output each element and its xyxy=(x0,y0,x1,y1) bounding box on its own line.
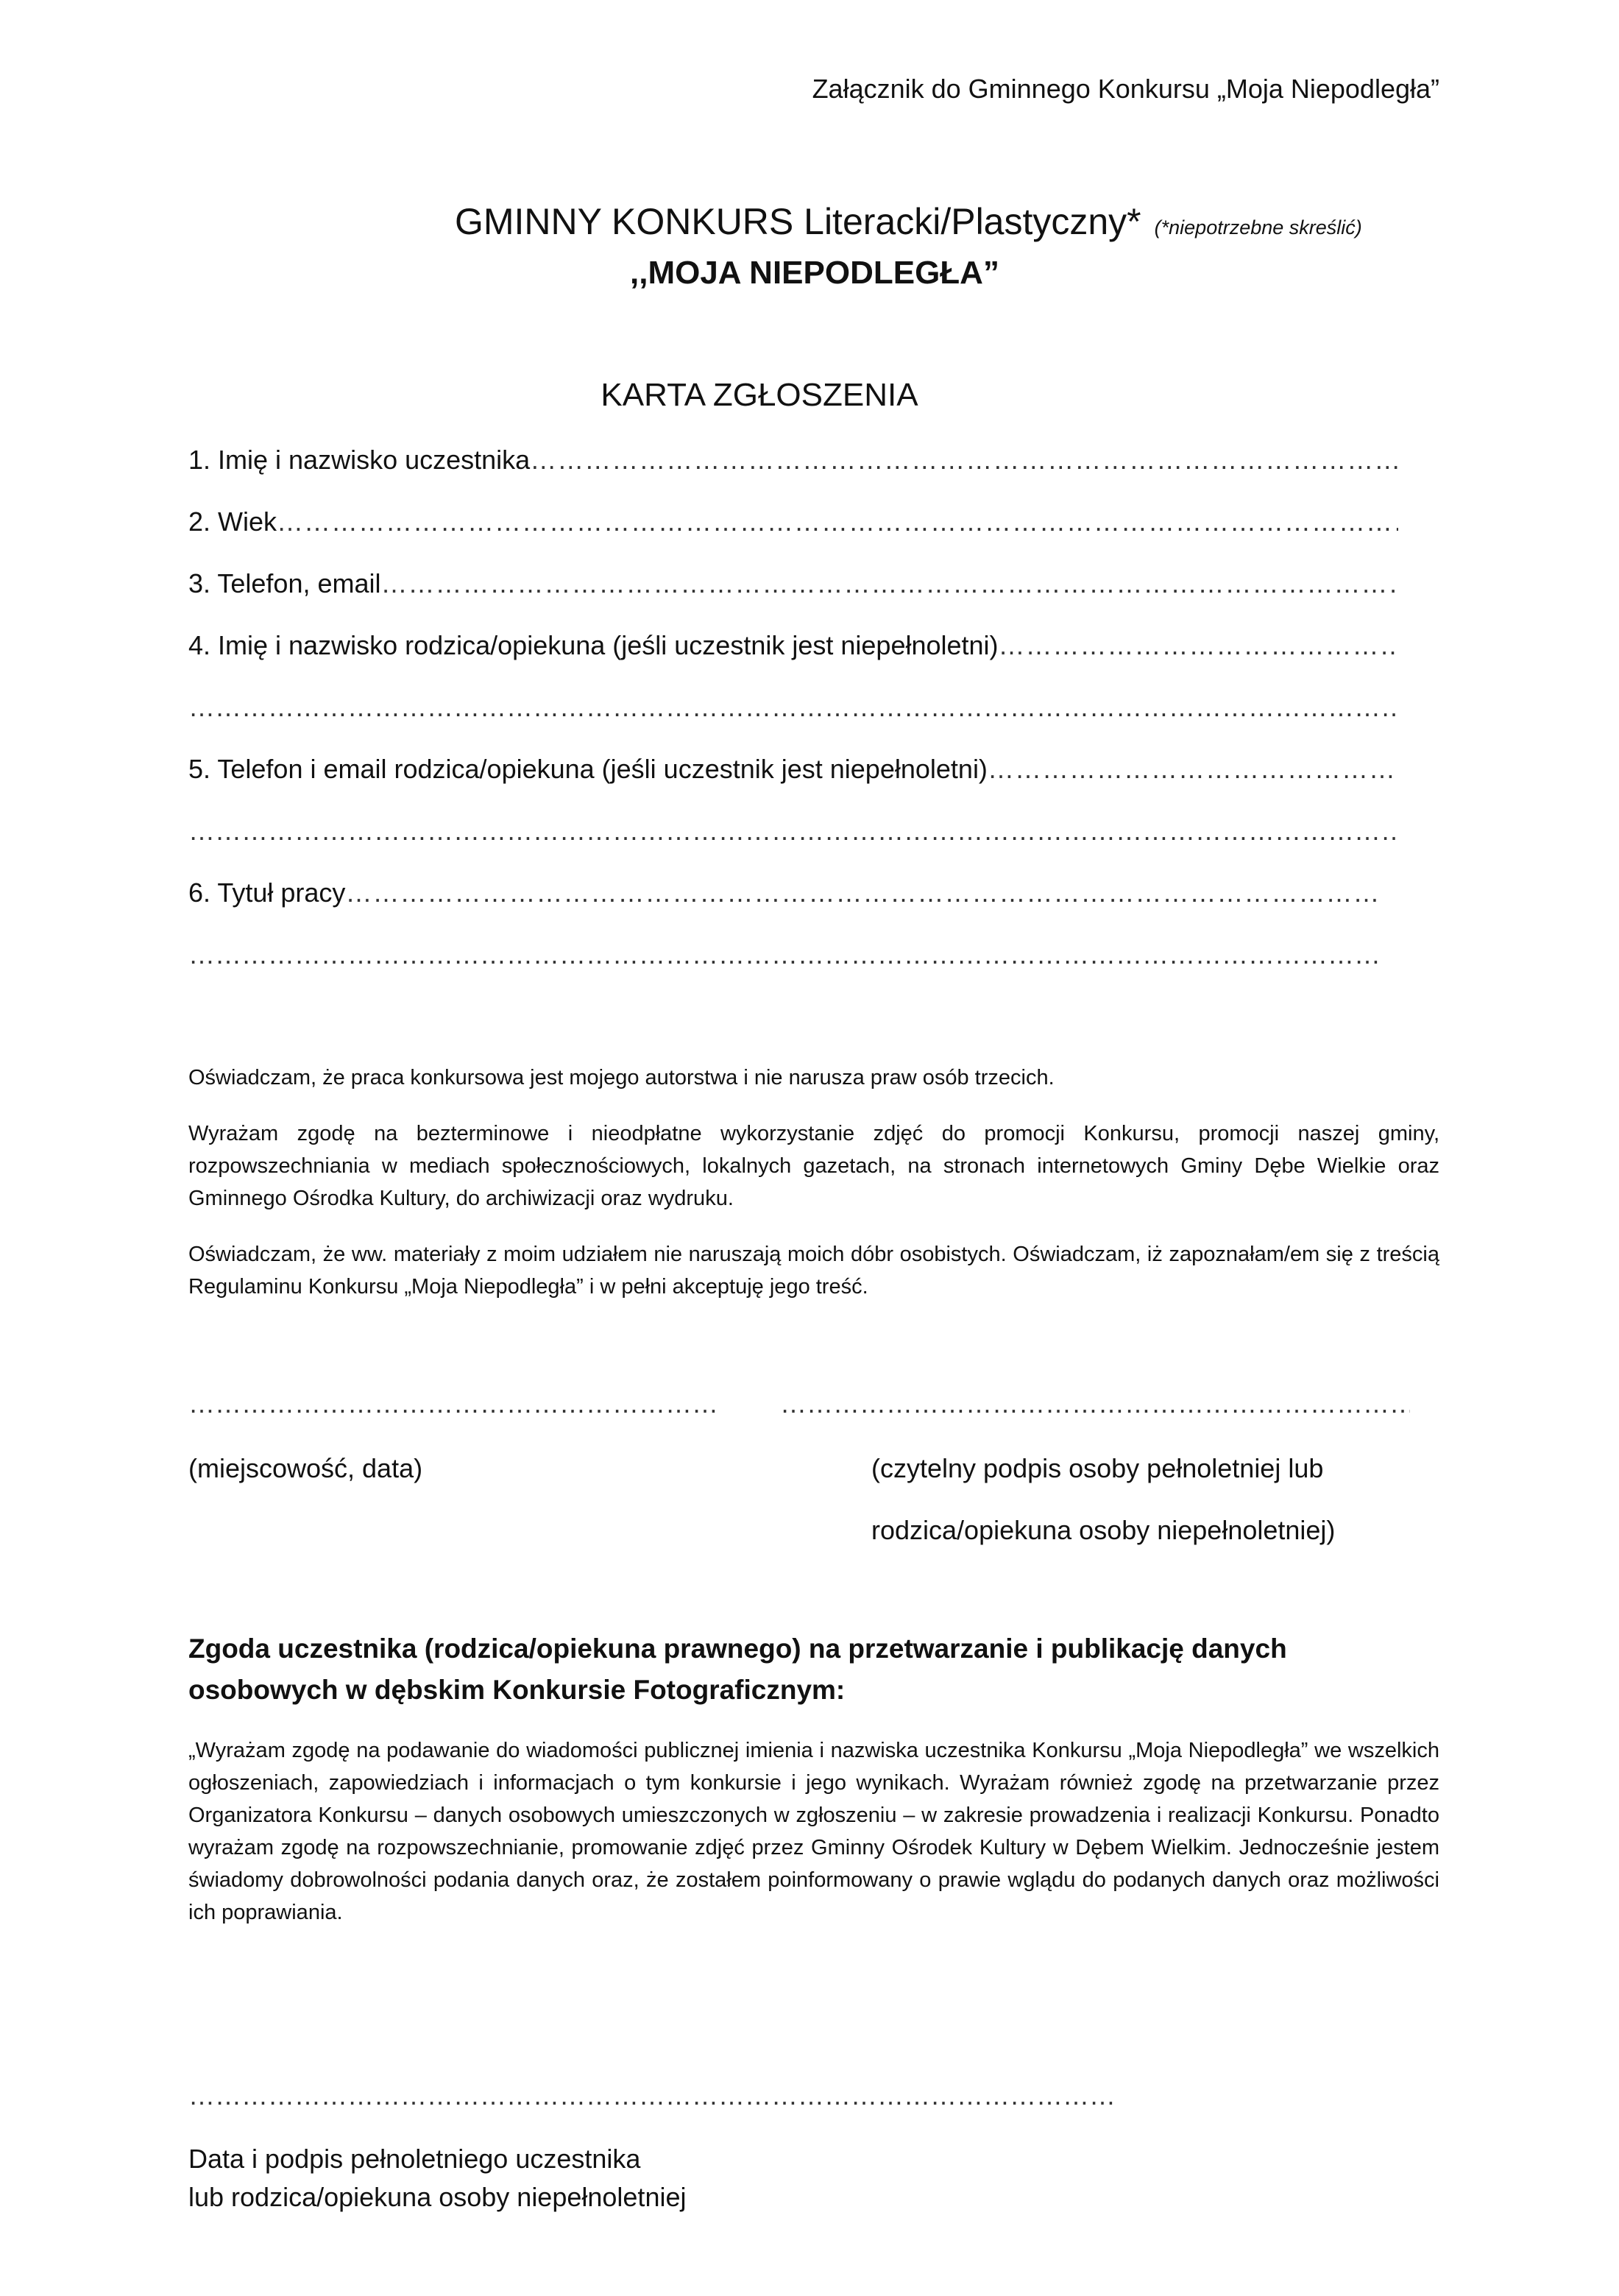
final-signature-label: Data i podpis pełnoletniego uczestnika xyxy=(188,2144,641,2174)
fill-line-guardian-name-continued[interactable] xyxy=(188,692,1398,723)
signature-line[interactable] xyxy=(780,1388,1410,1419)
field-label: 1. Imię i nazwisko uczestnika xyxy=(188,445,531,475)
field-label: 3. Telefon, email xyxy=(188,568,381,598)
field-age[interactable] xyxy=(188,506,1398,537)
fill-line-guardian-contact-continued[interactable] xyxy=(188,816,1398,847)
competition-title xyxy=(455,200,1362,243)
field-guardian-contact[interactable] xyxy=(188,754,1398,785)
fill-line[interactable] xyxy=(345,877,1381,908)
final-signature-line[interactable] xyxy=(188,2080,1119,2111)
field-phone-email[interactable] xyxy=(188,568,1398,599)
place-date-label: (miejscowość, data) xyxy=(188,1453,423,1483)
fill-line[interactable] xyxy=(999,630,1398,661)
fill-line-work-title-continued[interactable] xyxy=(188,939,1381,970)
annex-label: Załącznik do Gminnego Konkursu „Moja Niepodległa” xyxy=(812,74,1439,104)
consent-heading: Zgoda uczestnika (rodzica/opiekuna prawnego) na przetwarzanie i publikację danych osobowych w dębskim Konkursie Fotograficznym: xyxy=(188,1633,1287,1705)
competition-subtitle: ,,MOJA NIEPODLEGŁA” xyxy=(630,255,999,291)
declaration-photo-consent: Wyrażam zgodę na bezterminowe i nieodpłatne wykorzystanie zdjęć do promocji Konkursu, promocji naszej gminy, rozpowszechniania w mediach społecznościowych, lokalnych gazetach, na stronach internetowych Gminy Dębe Wielkie oraz Gminnego Ośrodka Kultury, do archiwizacji oraz wydruku. xyxy=(188,1122,1439,1210)
title-footnote: (*niepotrzebne skreślić) xyxy=(1154,216,1362,239)
form-heading: KARTA ZGŁOSZENIA xyxy=(601,377,918,413)
fill-line[interactable] xyxy=(530,445,1398,476)
fill-line[interactable] xyxy=(381,568,1399,599)
field-label: 2. Wiek xyxy=(188,506,277,537)
field-label: 4. Imię i nazwisko rodzica/opiekuna (jeśli uczestnik jest niepełnoletni) xyxy=(188,630,999,660)
field-participant-name[interactable] xyxy=(188,445,1398,476)
fill-line[interactable] xyxy=(277,506,1398,537)
declaration-authorship: Oświadczam, że praca konkursowa jest mojego autorstwa i nie narusza praw osób trzecich. xyxy=(188,1066,1055,1089)
final-signature-label-continued: lub rodzica/opiekuna osoby niepełnoletniej xyxy=(188,2182,687,2212)
field-guardian-name[interactable] xyxy=(188,630,1398,661)
declaration-personal-rights: Oświadczam, że ww. materiały z moim udziałem nie naruszają moich dóbr osobistych. Oświadczam, iż zapoznałam/em się z treścią Regulaminu Konkursu „Moja Niepodległa” i w pełni akceptuję jego treść. xyxy=(188,1243,1439,1299)
signature-label: (czytelny podpis osoby pełnoletniej lub xyxy=(871,1453,1324,1483)
place-date-line[interactable] xyxy=(188,1388,721,1419)
signature-label-continued: rodzica/opiekuna osoby niepełnoletniej) xyxy=(871,1515,1336,1545)
field-label: 6. Tytuł pracy xyxy=(188,877,346,908)
fill-line[interactable] xyxy=(988,754,1398,785)
consent-text: „Wyrażam zgodę na podawanie do wiadomości publicznej imienia i nazwiska uczestnika Konkursu „Moja Niepodległa” we wszelkich ogłoszeniach, zapowiedziach i informacjach o tym konkursie i jego wynikach. Wyrażam również zgodę na przetwarzanie przez Organizatora Konkursu – danych osobowych umieszczonych w zgłoszeniu – w zakresie prowadzenia i realizacji Konkursu. Ponadto wyrażam zgodę na rozpowszechnianie, promowanie zdjęć przez Gminny Ośrodek Kultury w Dębem Wielkim. Jednocześnie jestem świadomy dobrowolności podania danych oraz, że zostałem poinformowany o prawie wglądu do podanych danych oraz możliwości ich poprawiania. xyxy=(188,1739,1439,1924)
field-work-title[interactable] xyxy=(188,877,1381,908)
field-label: 5. Telefon i email rodzica/opiekuna (jeśli uczestnik jest niepełnoletni) xyxy=(188,754,988,784)
competition-title-text: GMINNY KONKURS Literacki/Plastyczny* xyxy=(455,201,1141,242)
